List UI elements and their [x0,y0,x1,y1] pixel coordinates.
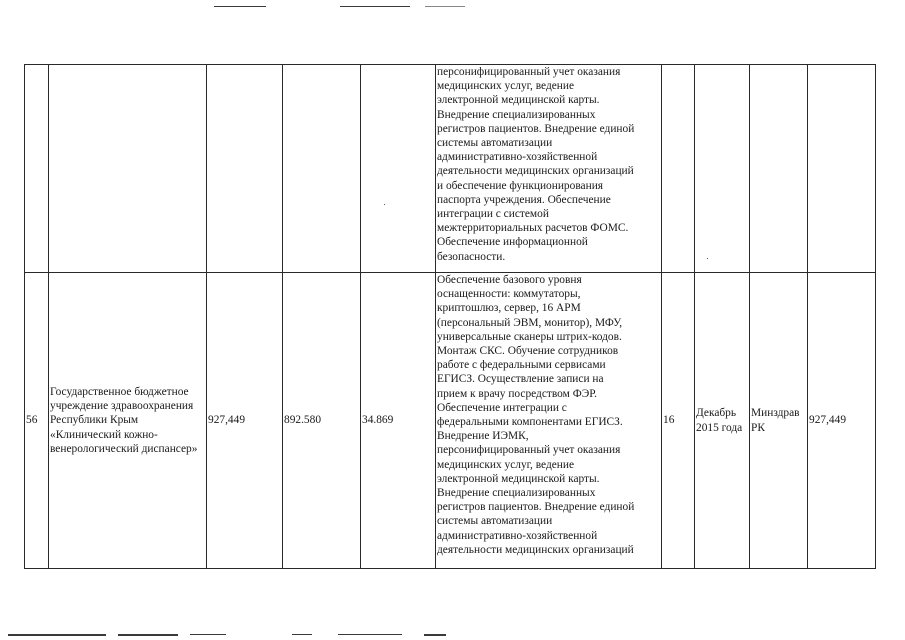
amount-2: 34.869 [361,273,436,569]
table-row [25,273,876,569]
responsible: Минздрав РК [750,273,808,569]
scan-artifact-bottom [118,634,178,636]
amount-1-cell [283,65,361,273]
scan-artifact-top [214,6,266,7]
scan-speck [384,204,385,205]
scan-artifact-bottom [292,634,312,635]
deadline: Декабрь 2015 года [695,273,750,569]
description-cell: персонифицированный учет оказания медицинских услуг, ведение электронной медицинской карты. Внедрение специализированных регистров пациентов. Внедрение единой системы автоматизации административно-хозяйственной деятельности медицинских организаций и обеспечение функционирования паспорта учреждения. Обеспечение интеграции с системой межтерриториальных расчетов ФОМС. Обеспечение информационной безопасности. [436,65,662,273]
scan-speck [707,258,708,259]
scan-artifact-top [425,6,465,7]
scan-artifact-bottom [8,634,106,636]
institution-name: Государственное бюджетное учреждение здравоохранения Республики Крым «Клинический кожно-венерологический диспансер» [49,273,207,569]
row-number: 56 [25,273,49,569]
deadline-cell [695,65,750,273]
responsible-cell [750,65,808,273]
row-number-cell [25,65,49,273]
table-row [25,65,876,273]
amount-1: 892.580 [283,273,361,569]
description: Обеспечение базового уровня оснащенности: коммутаторы, криптошлюз, сервер, 16 АРМ (персональный ЭВМ, монитор), МФУ, универсальные сканеры штрих-кодов. Монтаж СКС. Обучение сотрудников работе с федеральными сервисами ЕГИСЗ. Осуществление записи на прием к врачу посредством ФЭР. Обеспечение интеграции с федеральными компонентами ЕГИСЗ. Внедрение ИЭМК, персонифицированный учет оказания медицинских услуг, ведение электронной медицинской карты. Внедрение специализированных регистров пациентов. Внедрение единой системы автоматизации административно-хозяйственной деятельности медицинских организаций [436,273,662,569]
institution-cell [49,65,207,273]
total-cell [207,65,283,273]
count-cell [662,65,695,273]
count: 16 [662,273,695,569]
scan-artifact-bottom [190,634,226,635]
scan-artifact-bottom [338,634,402,635]
total-amount: 927,449 [207,273,283,569]
document-table [24,64,876,569]
scan-artifact-top [340,6,410,7]
amount-2-cell [361,65,436,273]
final-total: 927,449 [808,273,876,569]
scan-artifact-bottom [424,634,446,636]
final-total-cell [808,65,876,273]
